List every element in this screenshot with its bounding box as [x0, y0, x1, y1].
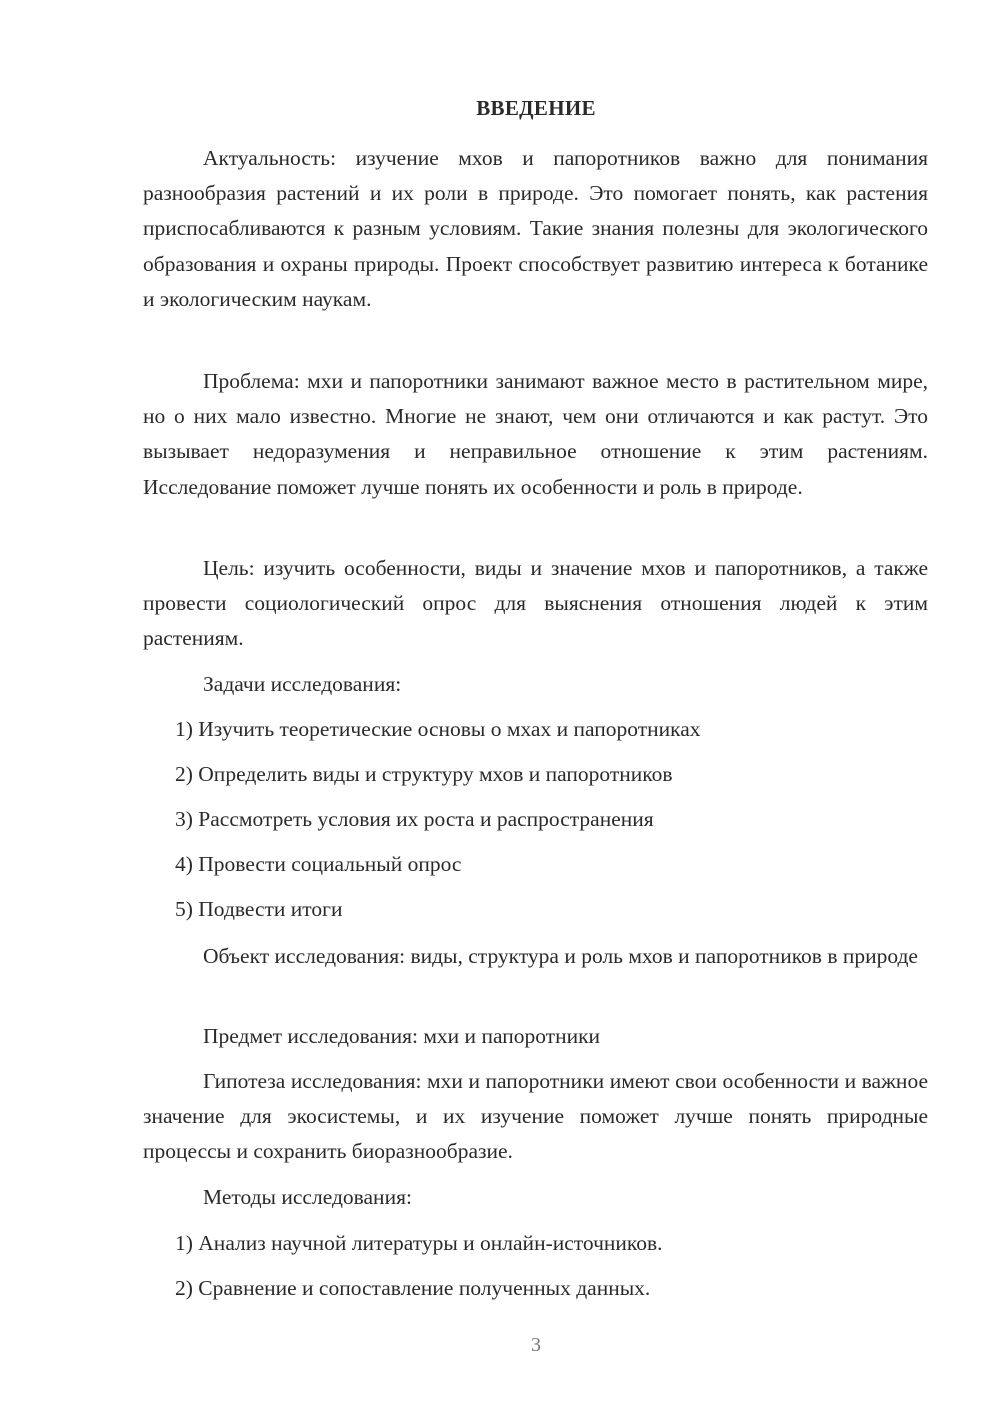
method-item: 1) Анализ научной литературы и онлайн-источников. — [175, 1231, 663, 1255]
goal-paragraph: Цель: изучить особенности, виды и значение мхов и папоротников, а также провести социологический опрос для выяснения отношения людей к этим растениям. — [143, 556, 928, 651]
task-item: 5) Подвести итоги — [175, 897, 343, 921]
section-title: ВВЕДЕНИЕ — [476, 96, 596, 120]
subject-paragraph: Предмет исследования: мхи и папоротники — [203, 1024, 601, 1048]
task-item: 1) Изучить теоретические основы о мхах и папоротниках — [175, 717, 701, 741]
problem-paragraph: Проблема: мхи и папоротники занимают важное место в растительном мире, но о них мало известно. Многие не знают, чем они отличаются и как растут. Это вызывает недоразумения и неправильное отношение к этим растениям. Исследование поможет лучше понять их особенности и роль в природе. — [143, 369, 928, 499]
methods-heading: Методы исследования: — [203, 1185, 412, 1209]
task-item: 2) Определить виды и структуру мхов и папоротников — [175, 762, 673, 786]
task-item: 4) Провести социальный опрос — [175, 852, 462, 876]
relevance-paragraph: Актуальность: изучение мхов и папоротников важно для понимания разнообразия растений и их роли в природе. Это помогает понять, как растения приспосабливаются к разным условиям. Такие знания полезны для экологического образования и охраны природы. Проект способствует развитию интереса к ботанике и экологическим наукам. — [143, 146, 928, 311]
tasks-heading: Задачи исследования: — [203, 672, 402, 696]
object-paragraph: Объект исследования: виды, структура и роль мхов и папоротников в природе — [203, 944, 918, 968]
page-number: 3 — [531, 1334, 541, 1356]
task-item: 3) Рассмотреть условия их роста и распространения — [175, 807, 654, 831]
hypothesis-paragraph: Гипотеза исследования: мхи и папоротники имеют свои особенности и важное значение для экосистемы, и их изучение поможет лучше понять природные процессы и сохранить биоразнообразие. — [143, 1069, 928, 1164]
method-item: 2) Сравнение и сопоставление полученных данных. — [175, 1276, 651, 1300]
